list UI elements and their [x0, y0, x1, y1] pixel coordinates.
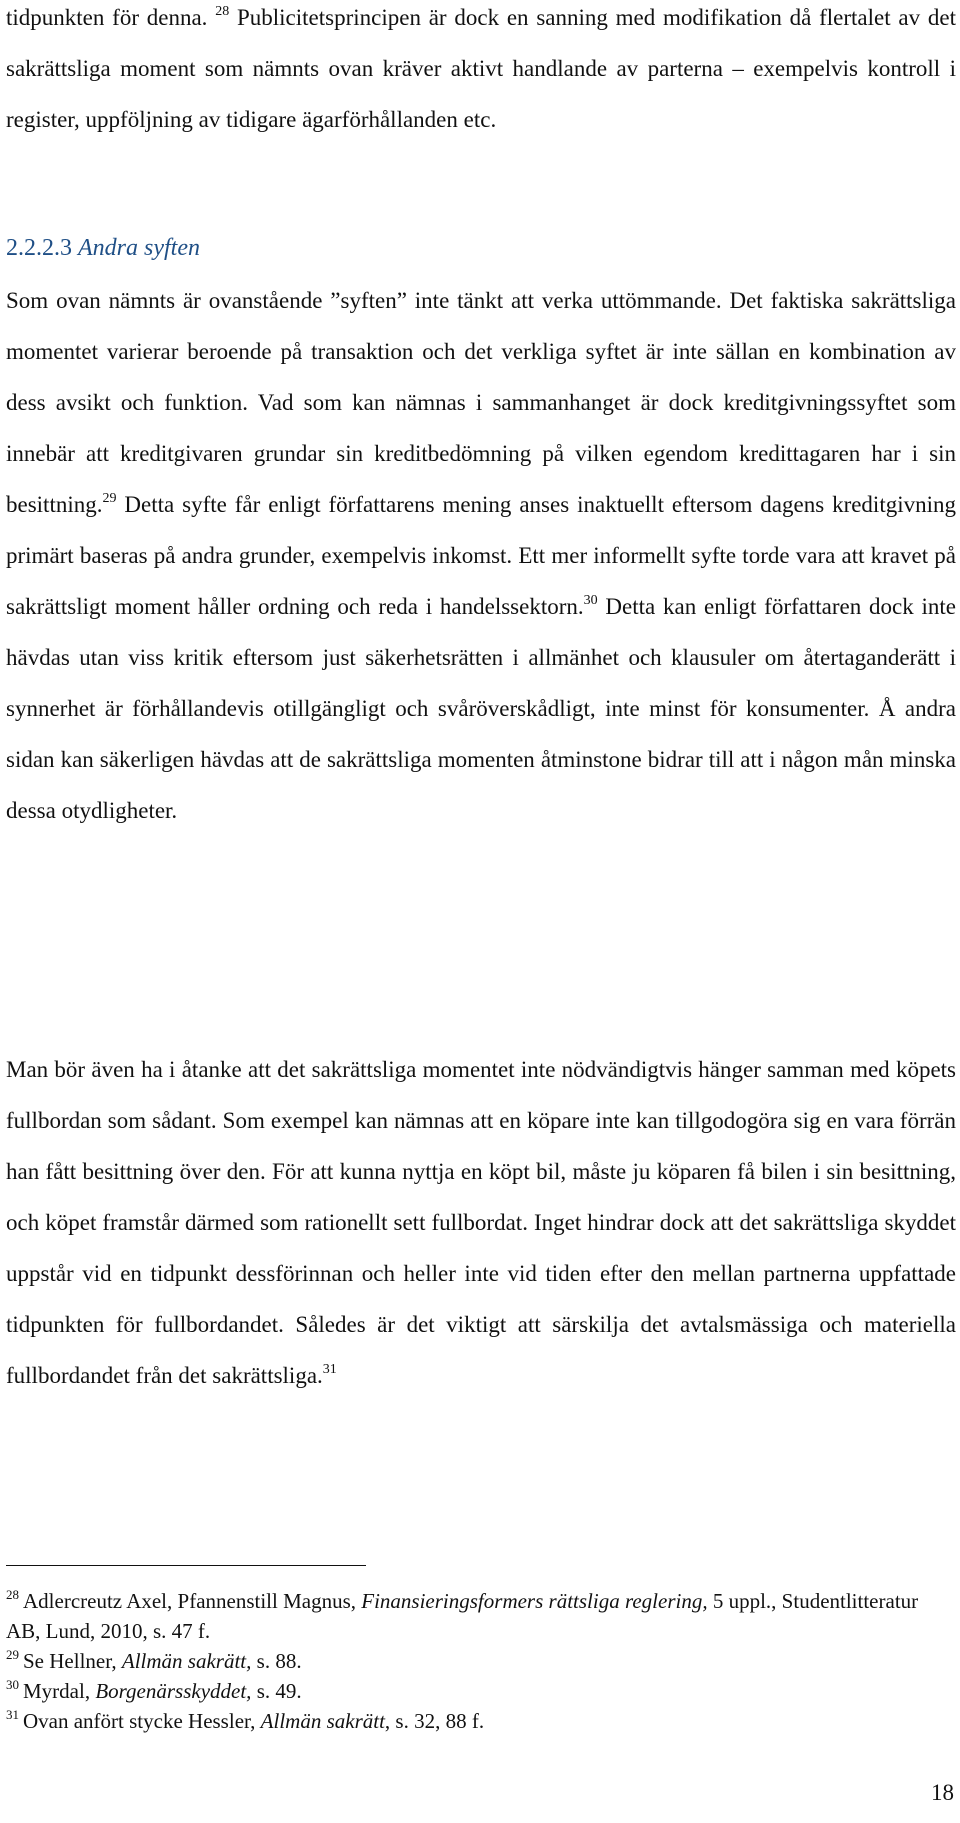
footnote-text: s. 49. — [251, 1679, 302, 1703]
footnote-28 — [6, 1586, 956, 1646]
page-number: 18 — [931, 1780, 954, 1805]
footnote-source-title: Allmän sakrätt — [260, 1709, 385, 1733]
paragraph-3-text: Man bör även ha i åtanke att det sakrättsliga momentet inte nödvändigtvis hänger samman med köpets fullbordan som sådant. Som exempel kan nämnas att en köpare inte kan tillgodogöra sig en vara förrän han fått besittning över den. För att kunna nyttja en köpt bil, måste ju köparen få bilen i sin besittning, och köpet framstår därmed som rationellt sett fullbordat. Inget hindrar dock att det sakrättsliga skyddet uppstår vid en tidpunkt dessförinnan och heller inte vid tiden efter den mellan partnerna uppfattade tidpunkten för fullbordandet. Således är det viktigt att särskilja det avtalsmässiga och materiella fullbordandet från det sakrättsliga. — [6, 1057, 956, 1388]
section-number: 2.2.2.3 — [6, 235, 72, 261]
footnotes — [6, 1586, 956, 1736]
body-paragraph-2 — [6, 275, 956, 836]
section-title: Andra syften — [78, 235, 200, 261]
footnote-text: Ovan anfört stycke Hessler, — [23, 1709, 261, 1733]
footnote-text: , s. 32, 88 f. — [384, 1709, 485, 1733]
footnote-separator — [6, 1565, 366, 1566]
footnote-text: Myrdal, — [23, 1679, 96, 1703]
body-paragraph-1 — [6, 0, 956, 145]
footnote-number: 30 — [6, 1677, 19, 1692]
footnote-number: 31 — [6, 1707, 19, 1722]
section-heading — [6, 227, 200, 269]
paragraph-1-text-a: tidpunkten för denna. — [6, 5, 208, 30]
paragraph-2-text-b: Detta syfte får enligt författarens mening anses inaktuellt eftersom dagens kreditgivning primärt baseras på andra grunder, exempelvis inkomst. Ett mer informellt syfte torde vara att kravet på sakrättsligt moment håller ordning och reda i handelssektorn. — [6, 492, 956, 619]
paragraph-2-text-c: Detta kan enligt författaren dock inte hävdas utan viss kritik eftersom just säkerhetsrätten i allmänhet och klausuler om återtaganderätt i synnerhet är förhållandevis otillgängligt och svåröverskådligt, inte minst för konsumenter. Å andra sidan kan säkerligen hävdas att de sakrättsliga momenten åtminstone bidrar till att i någon mån minska dessa otydligheter. — [6, 594, 956, 823]
footnote-ref-31: 31 — [322, 1362, 337, 1377]
footnote-text: Adlercreutz Axel, Pfannenstill Magnus, — [23, 1589, 362, 1613]
footnote-31 — [6, 1706, 956, 1736]
footnote-text: s. 88. — [251, 1649, 302, 1673]
body-paragraph-3 — [6, 1044, 956, 1401]
paragraph-1-text-b: Publicitetsprincipen är dock en sanning med modifikation då flertalet av det sakrättsliga moment som nämnts ovan kräver aktivt handlande av parterna – exempelvis kontroll i register, uppföljning av tidigare ägarförhållanden etc. — [6, 5, 956, 132]
paragraph-2-text-a: Som ovan nämnts är ovanstående ”syften” inte tänkt att verka uttömmande. Det faktiska sakrättsliga momentet varierar beroende på transaktion och det verkliga syftet är inte sällan en kombination av dess avsikt och funktion. Vad som kan nämnas i sammanhanget är dock kreditgivningssyftet som innebär att kreditgivaren grundar sin kreditbedömning på vilken egendom kredittagaren har i sin besittning. — [6, 288, 956, 517]
footnote-number: 29 — [6, 1647, 19, 1662]
footnote-source-title: Allmän sakrätt, — [121, 1649, 252, 1673]
footnote-source-title: Borgenärsskyddet, — [95, 1679, 252, 1703]
footnote-ref-29: 29 — [102, 491, 117, 506]
footnote-ref-30: 30 — [583, 593, 598, 608]
footnote-text: Se Hellner, — [23, 1649, 122, 1673]
footnote-ref-28: 28 — [215, 4, 230, 19]
footnote-29 — [6, 1646, 956, 1676]
footnote-text: 5 uppl., Studentlitteratur AB, Lund, 2010, s. 47 f. — [6, 1589, 919, 1643]
footnote-source-title: Finansieringsformers rättsliga reglering, — [361, 1589, 708, 1613]
footnote-number: 28 — [6, 1587, 19, 1602]
footnote-30 — [6, 1676, 956, 1706]
